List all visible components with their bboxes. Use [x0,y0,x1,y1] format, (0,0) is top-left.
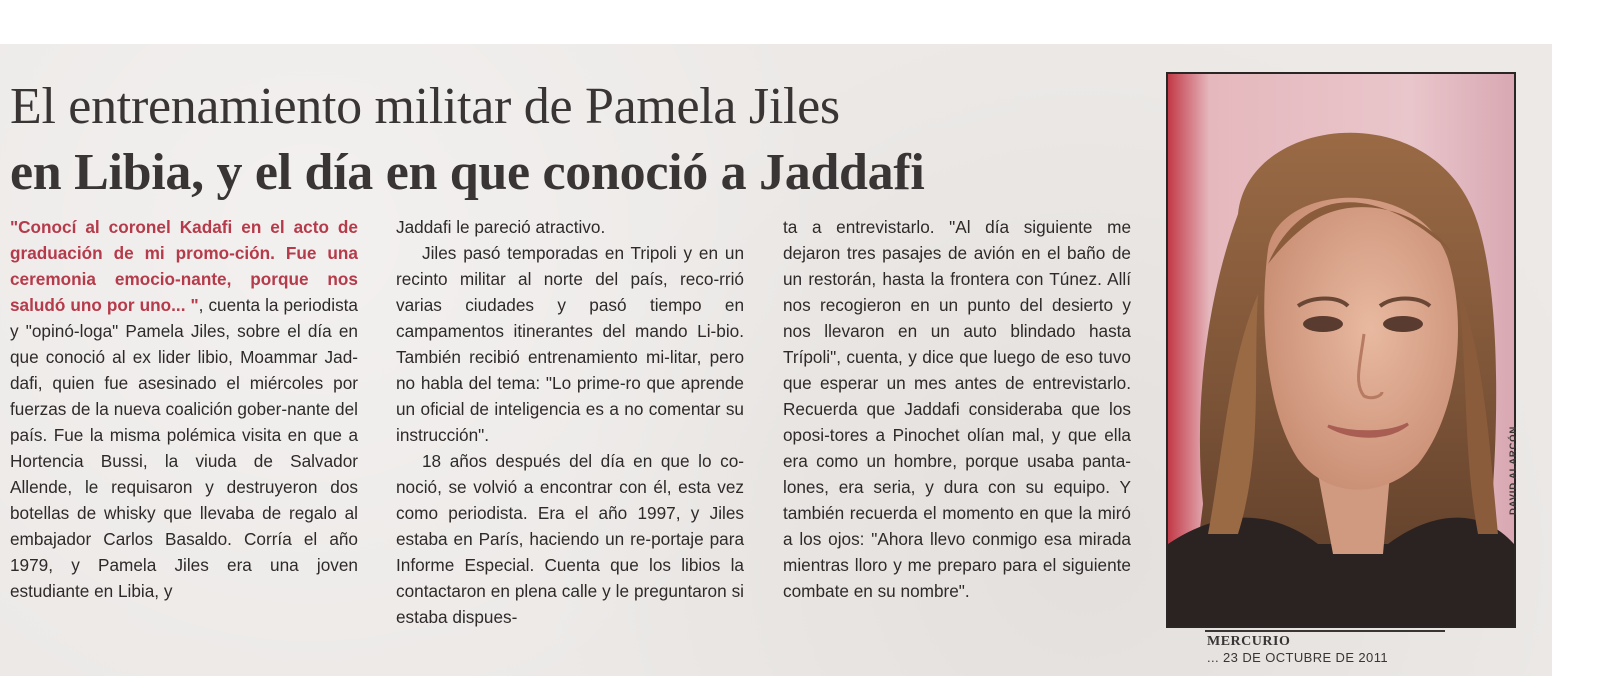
column-3-paragraph-1: ta a entrevistarlo. "Al día siguiente me dejaron tres pasajes de avión en el baño de un restorán, hasta la frontera con Túnez. Allí nos recogieron en un punto del desierto y nos llevaron en un auto blindado hasta Trípoli", cuenta, y dice que luego de eso tuvo que esperar un mes antes de entrevistarlo. Recuerda que Jaddafi consideraba que los oposi-tores a Pinochet olían mal, y que ella era como un hombre, porque usaba panta-lones, era seria, y dura con su equipo. Y también recuerda el momento en que la miró a los ojos: "Ahora llevo conmigo esa mirada mientras lloro y me preparo para el siguiente combate en su nombre". [783,217,1131,601]
headline-line-1: El entrenamiento militar de Pamela Jiles [10,78,840,135]
article-column-3 [783,214,1131,604]
headline-line-2: en Libia, y el día en que conoció a Jaddafi [10,144,925,201]
article-headline [10,74,1140,206]
portrait-illustration [1168,74,1514,626]
portrait-photo [1166,72,1516,628]
source-footer [1205,630,1505,666]
column-1-paragraph [10,214,358,604]
source-date: ... 23 DE OCTUBRE DE 2011 [1207,650,1388,665]
article-column-1 [10,214,358,604]
photo-credit: DAVID ALARCÓN [1508,425,1519,515]
article-column-2 [396,214,744,630]
column-2-paragraph-1: Jaddafi le pareció atractivo. [396,217,606,237]
column-2-paragraph-3: 18 años después del día en que lo co-noció, se volvió a encontrar con él, esta vez como periodista. Era el año 1997, y Jiles estaba en París, haciendo un re-portaje para Informe Especial. Cuenta que los libios la contactaron en plena calle y le preguntaron si estaba dispues- [396,451,744,627]
column-1-body: , cuenta la periodista y "opinó-loga" Pamela Jiles, sobre el día en que conoció al ex lider libio, Moammar Jad-dafi, quien fue asesinado el miércoles por fuerzas de la nueva coalición gober-nante del país. Fue la misma polémica visita en que a Hortencia Bussi, la viuda de Salvador Allende, le requisaron y destruyeron dos botellas de whisky que llevaba de regalo al embajador Carlos Basaldo. Corría el año 1979, y Pamela Jiles era una joven estudiante en Libia, y [10,295,358,601]
source-rule [1205,630,1445,632]
lead-quote: "Conocí al coronel Kadafi en el acto de graduación de mi promo-ción. Fue una ceremonia emocio-nante, porque nos saludó uno por uno... " [10,217,358,315]
source-name: MERCURIO [1207,634,1291,649]
column-2-paragraph-2: Jiles pasó temporadas en Tripoli y en un recinto militar al norte del país, reco-rrió varias ciudades y pasó tiempo en campamentos itinerantes del mando Li-bio. También recibió entrenamiento mi-litar, pero no habla del tema: "Lo prime-ro que aprende un oficial de inteligencia es a no comentar su instrucción". [396,243,744,445]
